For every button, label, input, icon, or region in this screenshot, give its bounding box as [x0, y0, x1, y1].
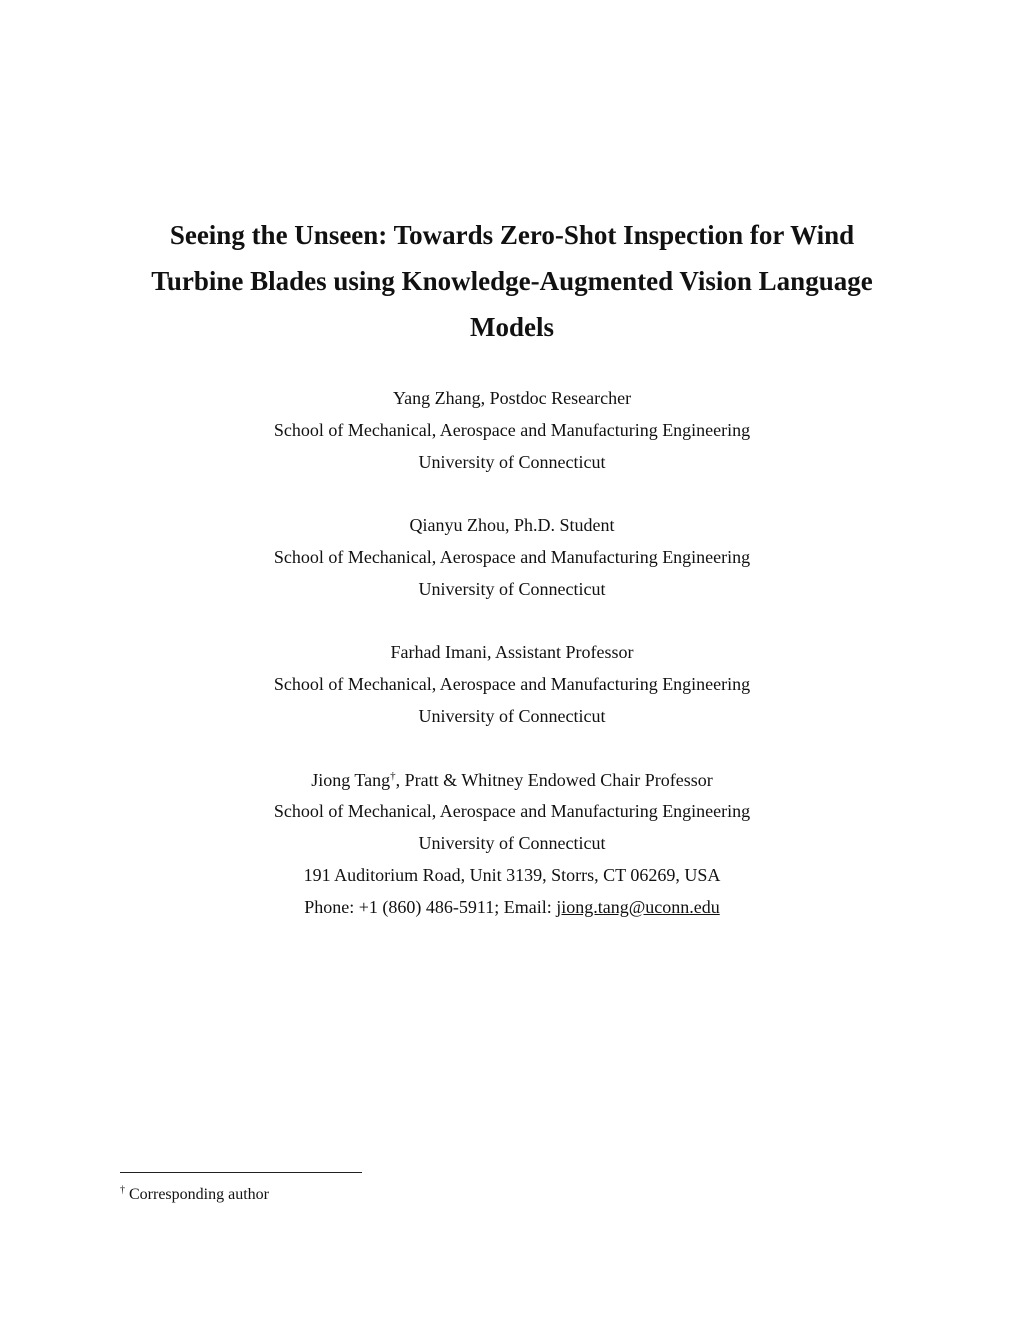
- title-line-2: Turbine Blades using Knowledge-Augmented Vision Language: [151, 266, 873, 296]
- corresponding-author-mark: †: [390, 769, 396, 782]
- author-block-farhad-imani: [120, 637, 904, 732]
- footnote: [120, 1184, 269, 1206]
- author-list: [120, 383, 904, 924]
- author-role: , Ph.D. Student: [504, 515, 615, 536]
- author-name: Farhad Imani: [390, 642, 487, 663]
- author-school: School of Mechanical, Aerospace and Manufacturing Engineering: [273, 801, 751, 822]
- author-school: School of Mechanical, Aerospace and Manufacturing Engineering: [273, 674, 751, 695]
- title-line-3: Models: [470, 312, 554, 342]
- author-university: University of Connecticut: [418, 451, 606, 472]
- author-name-line: [120, 510, 904, 542]
- author-name: Jiong Tang: [311, 769, 391, 790]
- author-block-jiong-tang: [120, 765, 904, 924]
- author-block-qianyu-zhou: [120, 510, 904, 605]
- email-link[interactable]: jiong.tang@uconn.edu: [556, 896, 720, 917]
- author-role: , Postdoc Researcher: [480, 388, 632, 408]
- paper-title: [120, 212, 904, 350]
- author-role: , Pratt & Whitney Endowed Chair Professor: [395, 769, 713, 790]
- author-university: University of Connecticut: [418, 833, 606, 854]
- author-school: School of Mechanical, Aerospace and Manufacturing Engineering: [273, 546, 751, 567]
- title-line-1: Seeing the Unseen: Towards Zero-Shot Inspection for Wind: [169, 220, 855, 250]
- author-block-yang-zhang: [120, 383, 904, 478]
- contact-prefix: Phone: +1 (860) 486-5911; Email:: [304, 896, 557, 917]
- author-role: , Assistant Professor: [486, 642, 634, 663]
- author-name: Yang Zhang: [392, 388, 481, 408]
- footnote-divider: [120, 1172, 362, 1173]
- author-name-line: [120, 637, 904, 669]
- author-address: 191 Auditorium Road, Unit 3139, Storrs, CT 06269, USA: [303, 864, 721, 885]
- author-school: School of Mechanical, Aerospace and Manufacturing Engineering: [273, 419, 751, 440]
- author-name-line: [120, 765, 904, 797]
- author-name: Qianyu Zhou: [409, 515, 505, 536]
- author-name-line: [120, 383, 904, 415]
- footnote-text: Corresponding author: [125, 1186, 269, 1203]
- author-university: University of Connecticut: [418, 705, 606, 726]
- footnote-mark: †: [120, 1184, 125, 1196]
- author-university: University of Connecticut: [418, 578, 606, 599]
- author-contact: [120, 892, 904, 924]
